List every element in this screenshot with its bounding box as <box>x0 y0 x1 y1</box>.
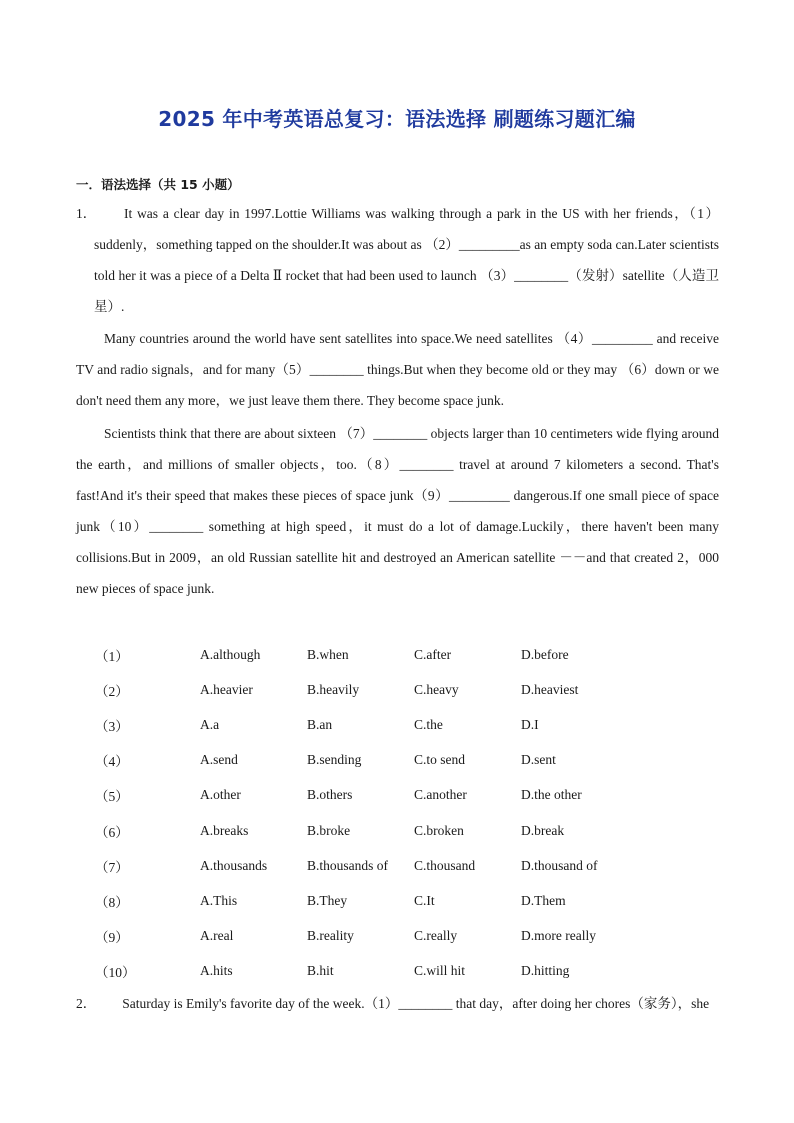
section-heading: 一．语法选择（共 15 小题） <box>76 177 240 192</box>
option-b: B.broke <box>307 822 351 838</box>
option-row <box>95 637 631 672</box>
page-title: 2025 年中考英语总复习：语法选择 刷题练习题汇编 <box>158 107 636 131</box>
option-d: D.break <box>521 822 565 838</box>
option-c: C.another <box>414 787 467 803</box>
option-a: A.real <box>200 928 234 944</box>
option-c: C.really <box>414 928 458 944</box>
option-a: A.although <box>200 646 261 662</box>
option-number: （9） <box>95 930 129 946</box>
option-a: A.other <box>200 787 241 803</box>
option-row <box>95 813 631 848</box>
option-b: B.They <box>307 892 348 908</box>
option-b: B.sending <box>307 752 362 768</box>
passage-paragraph-2: Many countries around the world have sent satellites into space.We need satellites （4）_________ and receive TV and radio signals，and for many（5）________ things.But when they become old or they may （6）down or we don't need them any more，we just leave them there. They become space junk. <box>76 331 719 408</box>
option-d: D.the other <box>521 787 582 803</box>
option-d: D.more really <box>521 928 596 944</box>
option-row <box>95 883 631 918</box>
option-c: C.It <box>414 892 435 908</box>
option-d: D.hitting <box>521 963 570 979</box>
option-b: B.when <box>307 646 349 662</box>
option-number: （5） <box>95 789 129 805</box>
question-2-passage <box>76 988 719 1019</box>
option-a: A.breaks <box>200 822 249 838</box>
option-row <box>95 919 631 954</box>
option-d: D.before <box>521 646 569 662</box>
option-row <box>95 848 631 883</box>
option-c: C.broken <box>414 822 464 838</box>
option-a: A.hits <box>200 963 233 979</box>
option-a: A.This <box>200 892 238 908</box>
option-a: A.thousands <box>200 857 268 873</box>
option-c: C.heavy <box>414 681 459 697</box>
option-b: B.reality <box>307 928 354 944</box>
option-b: B.thousands of <box>307 857 388 873</box>
paragraph-text: It was a clear day in 1997.Lottie Williams was walking through a park in the US with her friends，（1）suddenly，something tapped on the shoulder.It was about as （2）_________as an empty soda can.Later scientists told her it was a piece of a Delta Ⅱ rocket that had been used to launch （3）________（发射）satellite（人造卫星）. <box>94 206 720 314</box>
option-number: （2） <box>95 683 129 699</box>
option-number: （3） <box>95 718 129 734</box>
option-d: D.thousand of <box>521 857 598 873</box>
paragraph-text: Saturday is Emily's favorite day of the week.（1）________ that day，after doing her chores（家务），she <box>122 996 710 1011</box>
option-b: B.heavily <box>307 681 360 697</box>
option-number: （4） <box>95 754 129 770</box>
option-number: （8） <box>95 894 129 910</box>
option-d: D.I <box>521 716 539 732</box>
option-c: C.thousand <box>414 857 476 873</box>
option-b: B.others <box>307 787 353 803</box>
option-d: D.Them <box>521 892 566 908</box>
question-1-passage <box>76 198 719 322</box>
option-number: （1） <box>95 648 129 664</box>
option-a: A.send <box>200 752 238 768</box>
option-c: C.the <box>414 716 443 732</box>
option-number: （10） <box>95 965 136 981</box>
options-table <box>95 637 631 989</box>
option-row <box>95 707 631 742</box>
option-number: （7） <box>95 859 129 875</box>
option-row <box>95 743 631 778</box>
option-c: C.to send <box>414 752 466 768</box>
question-number: 1． <box>76 206 97 221</box>
option-row <box>95 954 631 989</box>
option-number: （6） <box>95 824 129 840</box>
passage-paragraph-3: Scientists think that there are about sixteen （7）________ objects larger than 10 centimeters wide flying around the earth，and millions of smaller objects，too.（8）________ travel at around 7 kilometers a second. That's fast!And it's their speed that makes these pieces of space junk（9）_________ dangerous.If one small piece of space junk（10）________ something at high speed，it must do a lot of damage.Luckily，there haven't been many collisions.But in 2009，an old Russian satellite hit and destroyed an American satellite －－and that created 2，000 new pieces of space junk. <box>76 426 719 596</box>
option-a: A.heavier <box>200 681 253 697</box>
option-a: A.a <box>200 716 220 732</box>
option-d: D.heaviest <box>521 681 579 697</box>
passage-paragraph-1 <box>76 198 719 322</box>
option-d: D.sent <box>521 752 556 768</box>
option-b: B.hit <box>307 963 334 979</box>
question-number: 2． <box>76 996 97 1011</box>
option-row <box>95 778 631 813</box>
option-b: B.an <box>307 716 333 732</box>
option-c: C.after <box>414 646 452 662</box>
option-row <box>95 672 631 707</box>
option-c: C.will hit <box>414 963 466 979</box>
